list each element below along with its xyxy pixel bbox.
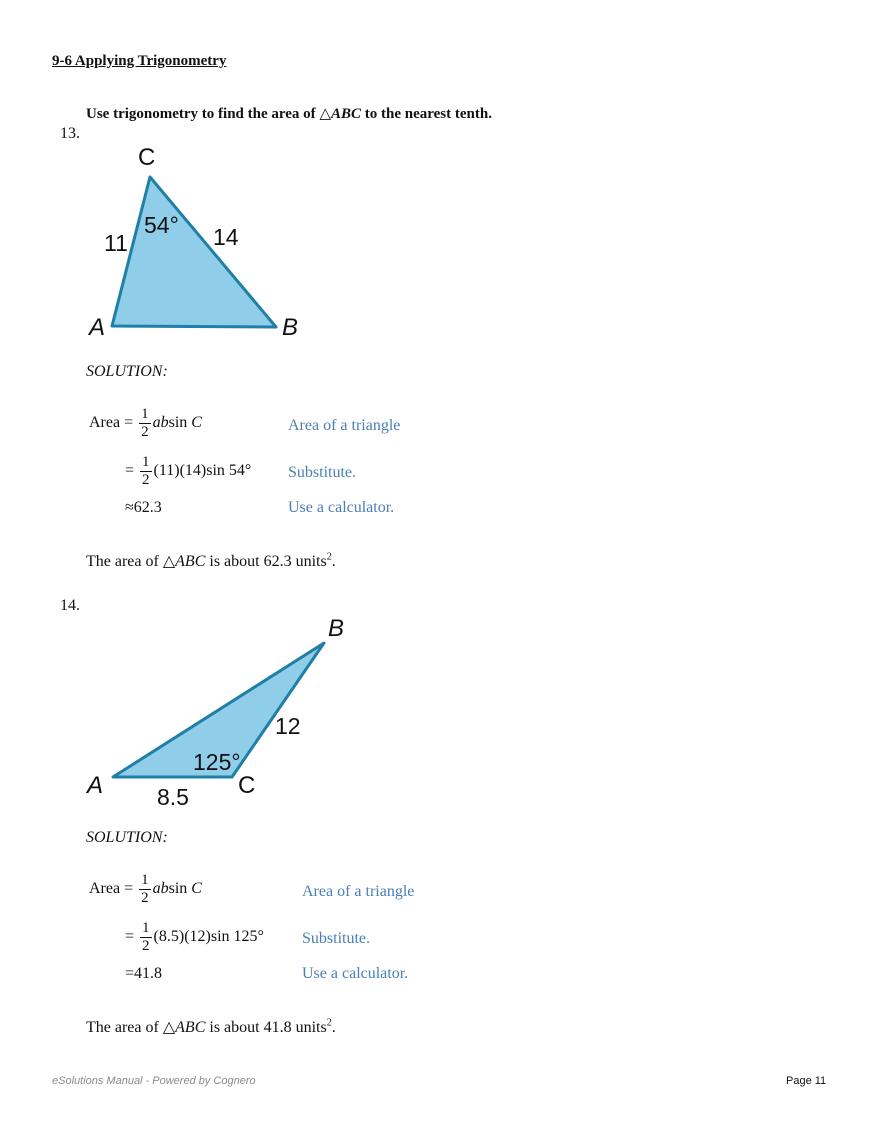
solution-step: ≈62.3 [125,499,162,516]
step-reason: Use a calculator. [302,965,409,982]
solution-step: = $\frac{1}{2}$ (11)(14)sin 54° [125,454,252,488]
solution-step: = $\frac{1}{2}$ (8.5)(12)sin 125° [125,920,264,954]
triangle-symbol-icon: △ [162,553,176,570]
step-reason: Area of a triangle [288,417,401,434]
solution-step: =41.8 [125,965,163,982]
solution-label: SOLUTION: [86,829,168,846]
angle-c-label: 54° [144,212,179,238]
instructions-prefix: Use trigonometry to find the area of [86,106,316,122]
step-reason: Substitute. [288,464,357,481]
step-reason: Substitute. [302,930,371,947]
vertex-c-label: C [238,772,256,799]
fraction: $\frac{1}{2}$ [142,920,150,954]
side-cb-label: 14 [213,224,239,250]
fraction: $\frac{1}{2}$ [141,406,149,440]
problem-number: 14. [60,597,80,614]
page-number: Page 11 [786,1075,827,1087]
solution-step: Area = $\frac{1}{2}$ absin C [89,872,202,906]
conclusion: The area of △ABC is about 62.3 units$^2$. [86,551,336,570]
footer-source: eSolutions Manual - Powered by Cognero [52,1075,256,1087]
side-ac-label: 11 [104,230,128,256]
solution-label: SOLUTION: [86,363,168,380]
vertex-c-label: C [138,144,156,171]
conclusion: The area of △ABC is about 41.8 units$^2$. [86,1017,336,1036]
step-reason: Use a calculator. [288,499,395,516]
vertex-a-label: A [87,772,104,799]
page-title: 9-6 Applying Trigonometry [52,53,227,69]
triangle-symbol-icon: △ [319,106,331,122]
instructions-suffix: to the nearest tenth. [364,106,492,122]
solution-step: Area = $\frac{1}{2}$ absin C [89,406,202,440]
instructions-triangle: ABC [330,106,361,122]
angle-c-label: 125° [193,749,241,775]
step-reason: Area of a triangle [302,883,415,900]
triangle-symbol-icon: △ [162,1019,176,1036]
vertex-b-label: B [328,615,345,642]
vertex-b-label: B [282,314,299,341]
fraction: $\frac{1}{2}$ [142,454,150,488]
problem-number: 13. [60,125,80,142]
side-cb-label: 12 [275,713,301,739]
side-ac-label: 8.5 [157,784,189,810]
fraction: $\frac{1}{2}$ [141,872,149,906]
vertex-a-label: A [89,314,106,341]
